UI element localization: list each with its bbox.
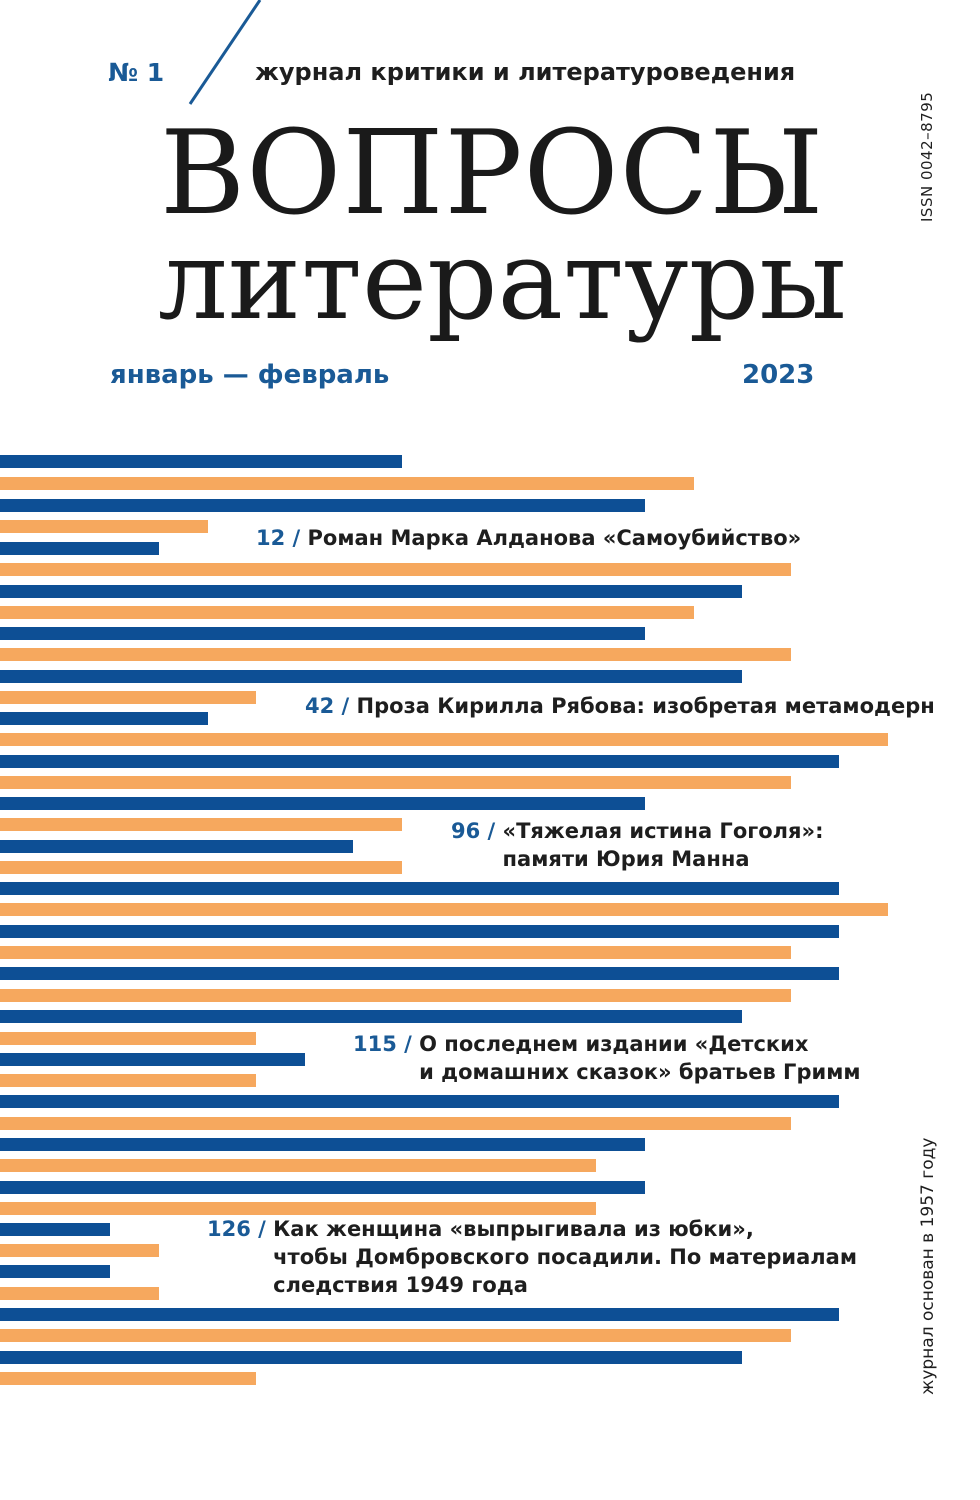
blue-stripe <box>0 1138 645 1151</box>
blue-stripe <box>0 670 742 683</box>
orange-stripe <box>0 946 791 959</box>
orange-stripe <box>0 1202 596 1215</box>
orange-stripe <box>0 733 888 746</box>
orange-stripe <box>0 818 402 831</box>
blue-stripe <box>0 1223 110 1236</box>
journal-subtitle: журнал критики и литературоведения <box>255 58 796 86</box>
blue-stripe <box>0 499 645 512</box>
blue-stripe <box>0 455 402 468</box>
blue-stripe <box>0 712 208 725</box>
orange-stripe <box>0 1117 791 1130</box>
orange-stripe <box>0 563 791 576</box>
toc-title-line: «Тяжелая истина Гоголя»: <box>502 819 824 843</box>
journal-title-line-2: литературы <box>158 216 847 344</box>
blue-stripe <box>0 1351 742 1364</box>
issn-number: ISSN 0042–8795 <box>918 91 936 222</box>
orange-stripe <box>0 1074 256 1087</box>
orange-stripe <box>0 1032 256 1045</box>
blue-stripe <box>0 627 645 640</box>
journal-title-line-1: ВОПРОСЫ <box>160 106 825 241</box>
blue-stripe <box>0 1095 839 1108</box>
toc-title-line: следствия 1949 года <box>273 1273 528 1297</box>
issue-months: январь — февраль <box>110 360 390 390</box>
issue-number: № 1 <box>108 58 165 87</box>
blue-stripe <box>0 882 839 895</box>
blue-stripe <box>0 1308 839 1321</box>
blue-stripe <box>0 1053 305 1066</box>
blue-stripe <box>0 967 839 980</box>
orange-stripe <box>0 691 256 704</box>
toc-page-number: 12 / <box>256 526 301 550</box>
toc-title-line: Как женщина «выпрыгивала из юбки», <box>273 1217 754 1241</box>
toc-title-line: Проза Кирилла Рябова: изобретая метамодерн <box>356 694 935 718</box>
blue-stripe <box>0 925 839 938</box>
toc-entry-2 <box>305 692 935 720</box>
toc-page-number: 42 / <box>305 694 350 718</box>
orange-stripe <box>0 477 694 490</box>
blue-stripe <box>0 585 742 598</box>
toc-page-number: 126 / <box>207 1217 266 1241</box>
toc-title-line: О последнем издании «Детских <box>419 1032 809 1056</box>
orange-stripe <box>0 903 888 916</box>
orange-stripe <box>0 776 791 789</box>
orange-stripe <box>0 1244 159 1257</box>
orange-stripe <box>0 1159 596 1172</box>
toc-title-line: и домашних сказок» братьев Гримм <box>419 1060 861 1084</box>
toc-page-number: 96 / <box>451 819 496 843</box>
orange-stripe <box>0 520 208 533</box>
toc-title-line: чтобы Домбровского посадили. По материалам <box>273 1245 857 1269</box>
toc-title-line: памяти Юрия Манна <box>502 847 750 871</box>
blue-stripe <box>0 840 353 853</box>
blue-stripe <box>0 1265 110 1278</box>
toc-page-number: 115 / <box>353 1032 412 1056</box>
toc-entry-1 <box>256 524 801 552</box>
orange-stripe <box>0 1329 791 1342</box>
orange-stripe <box>0 1287 159 1300</box>
blue-stripe <box>0 755 839 768</box>
orange-stripe <box>0 606 694 619</box>
toc-title-line: Роман Марка Алданова «Самоубийство» <box>307 526 802 550</box>
orange-stripe <box>0 989 791 1002</box>
toc-entry-4 <box>353 1030 861 1086</box>
orange-stripe <box>0 648 791 661</box>
issue-year: 2023 <box>742 360 815 390</box>
blue-stripe <box>0 1181 645 1194</box>
blue-stripe <box>0 542 159 555</box>
founded-note: журнал основан в 1957 году <box>918 1137 938 1395</box>
toc-entry-5 <box>207 1215 857 1299</box>
blue-stripe <box>0 1010 742 1023</box>
orange-stripe <box>0 1372 256 1385</box>
blue-stripe <box>0 797 645 810</box>
toc-entry-3 <box>451 817 823 873</box>
orange-stripe <box>0 861 402 874</box>
